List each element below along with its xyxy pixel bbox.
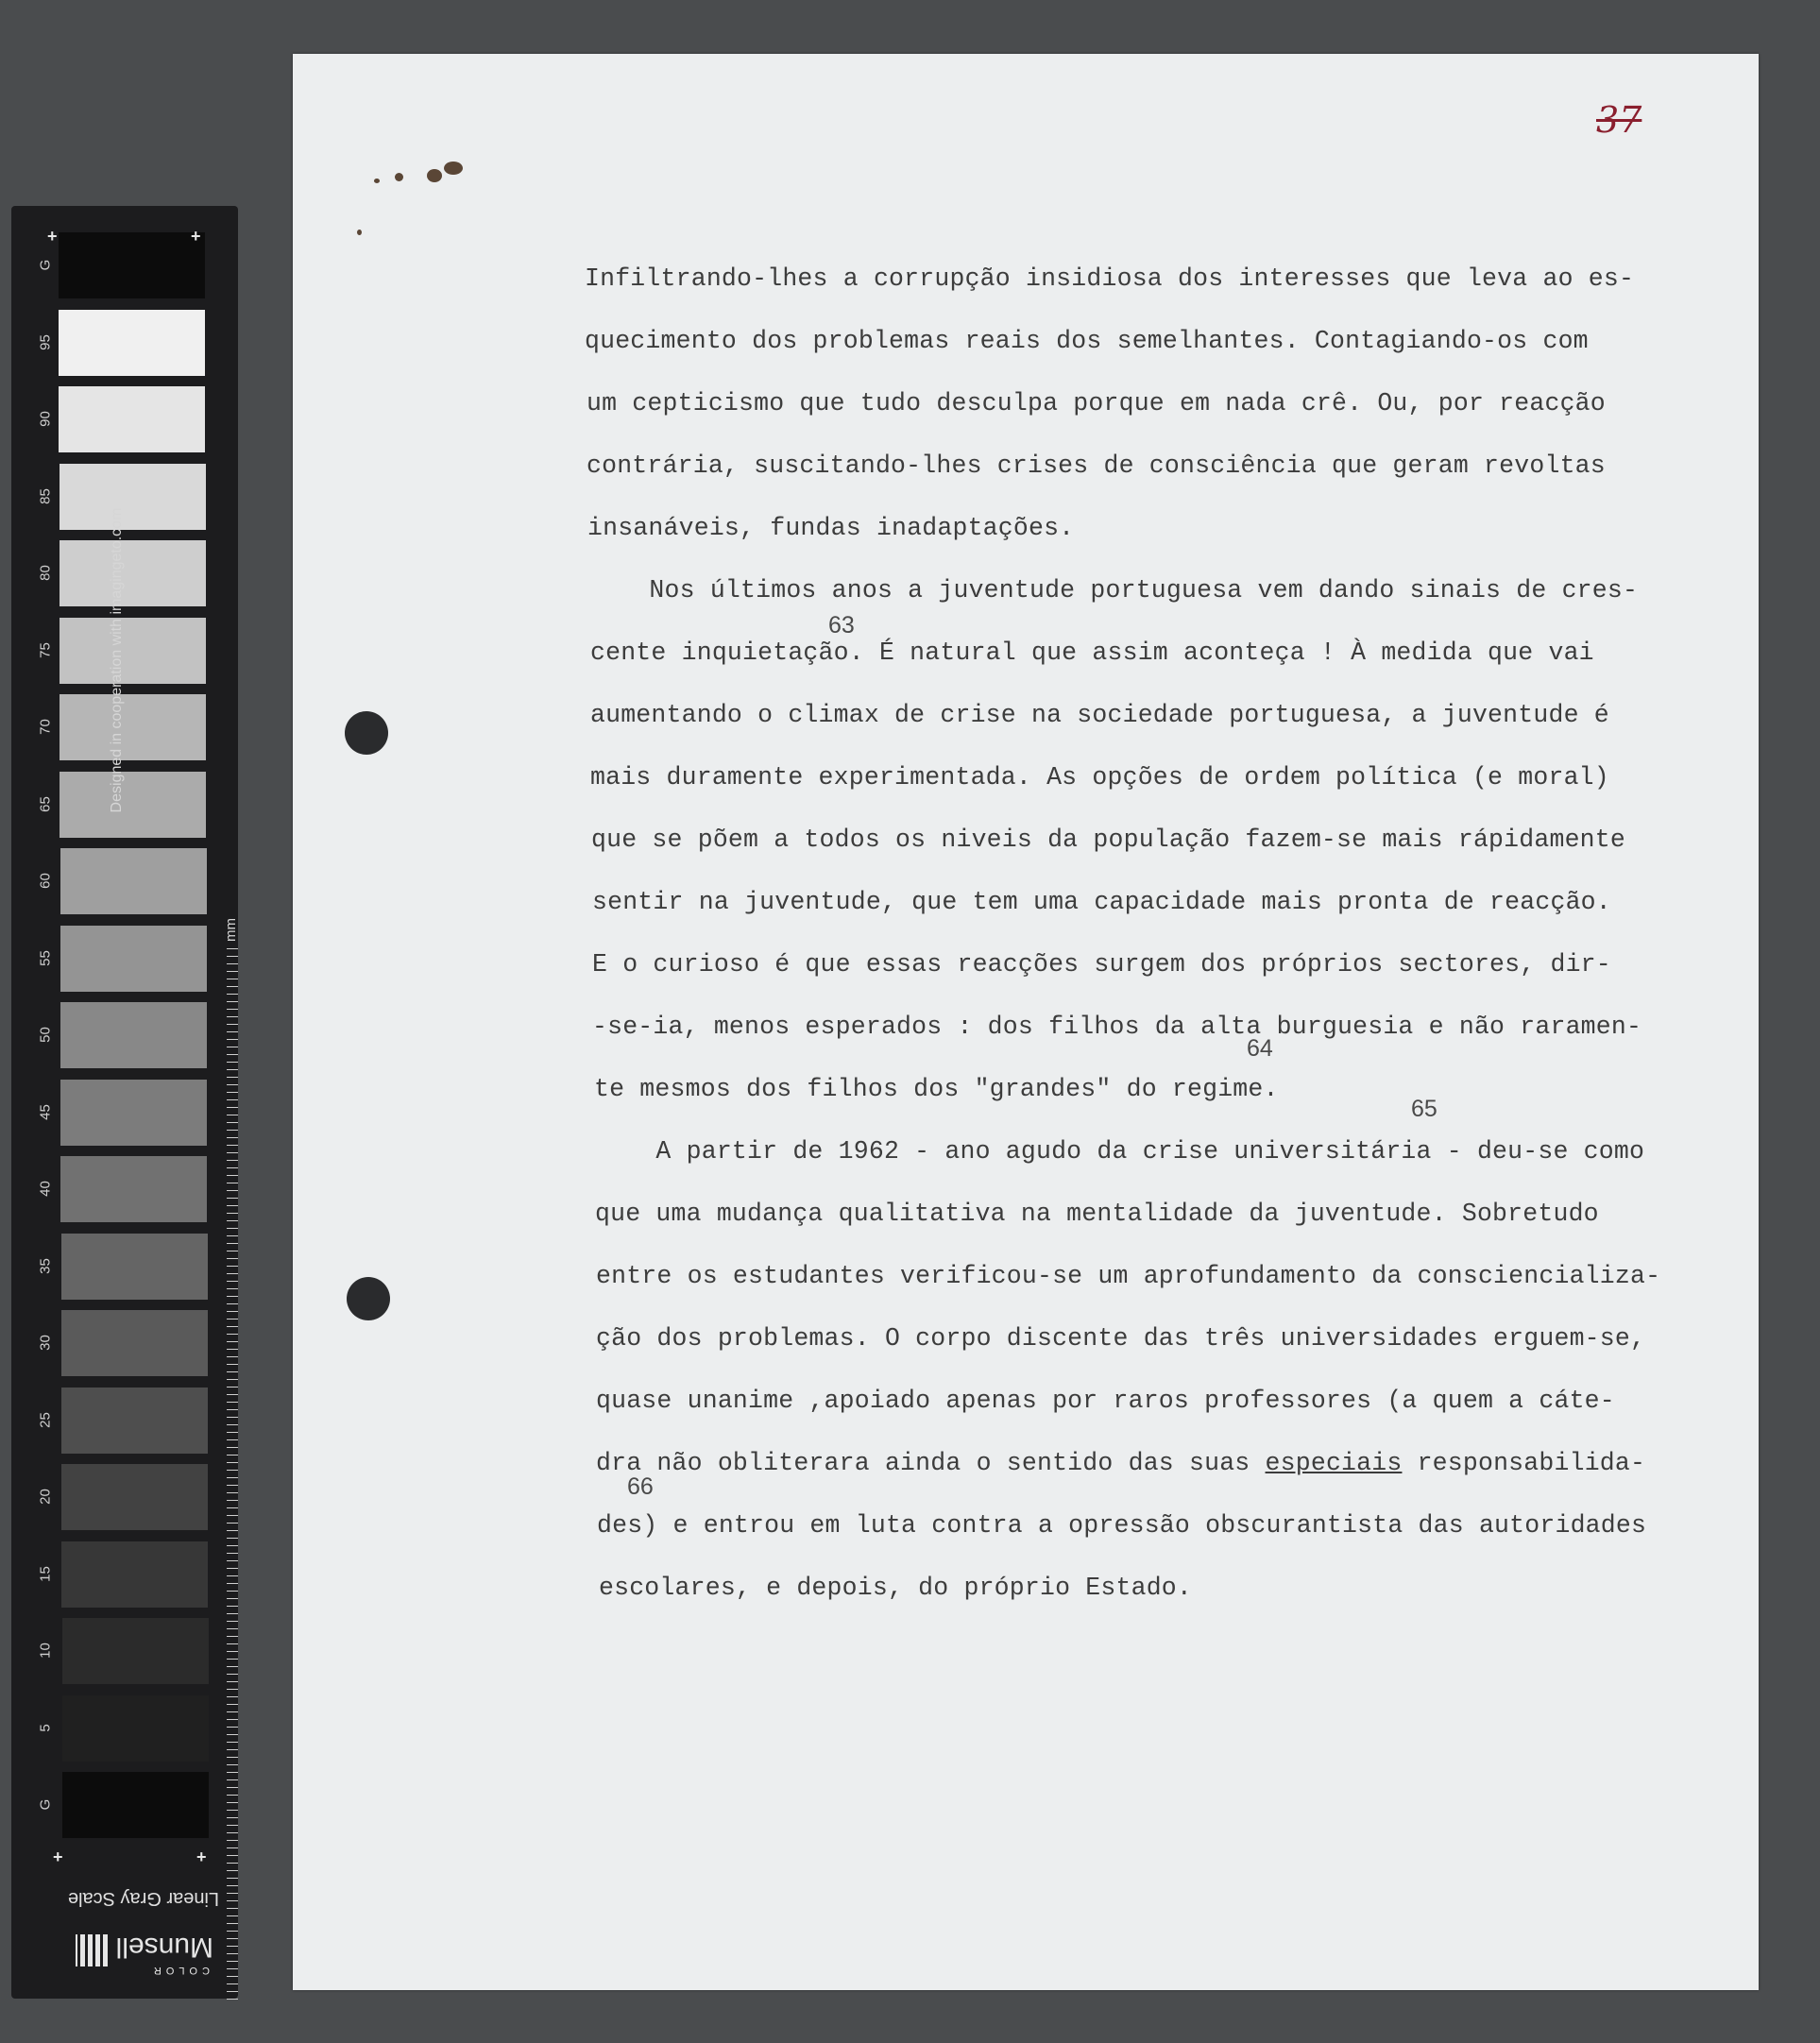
- gray-patch-label: 45: [37, 1103, 54, 1120]
- text-line: escolares, e depois, do próprio Estado.: [599, 1574, 1193, 1602]
- text-line: aumentando o climax de crise na sociedade portuguesa, a juventude é: [590, 701, 1609, 729]
- text-line: um cepticismo que tudo desculpa porque em nada crê. Ou, por reacção: [587, 389, 1606, 417]
- text-line: Nos últimos anos a juventude portuguesa vem dando sinais de cres-: [588, 576, 1639, 604]
- munsell-icon: [76, 1934, 108, 1966]
- registration-mark: +: [191, 227, 201, 246]
- gray-patch-label: 85: [37, 487, 54, 504]
- text-line: A partir de 1962 - ano agudo da crise universitária - deu-se como: [595, 1137, 1645, 1166]
- text-line: [596, 1449, 1645, 1477]
- text-line: que se põem a todos os niveis da população fazem-se mais rápidamente: [591, 826, 1625, 854]
- text-line: insanáveis, fundas inadaptações.: [587, 514, 1075, 542]
- gray-patch-label: 95: [37, 333, 54, 350]
- text-line: Infiltrando-lhes a corrupção insidiosa dos interesses que leva ao es-: [585, 264, 1635, 293]
- scale-title: Linear Gray Scale: [67, 1888, 220, 1909]
- registration-mark: +: [196, 1847, 207, 1866]
- gray-patch-label: 20: [37, 1489, 54, 1505]
- gray-patch: [61, 1234, 208, 1300]
- gray-patch: [60, 464, 206, 530]
- gray-patch-label: 10: [37, 1643, 54, 1659]
- gray-patch: [60, 618, 206, 684]
- text-line: E o curioso é que essas reacções surgem dos próprios sectores, dir-: [592, 950, 1611, 979]
- gray-patch: [60, 926, 207, 992]
- gray-patch-label: 50: [37, 1027, 54, 1043]
- text-segment: responsabilida-: [1402, 1449, 1646, 1477]
- gray-patch-label: 80: [37, 565, 54, 581]
- gray-patch: [62, 1772, 209, 1838]
- gray-patch-label: 60: [37, 873, 54, 889]
- text-line: des) e entrou em luta contra a opressão obscurantista das autoridades: [597, 1511, 1647, 1540]
- underlined-word: especiais: [1265, 1449, 1403, 1477]
- gray-patch: [60, 1156, 207, 1222]
- munsell-logo: [72, 1927, 213, 1983]
- text-line: quecimento dos problemas reais dos semelhantes. Contagiando-os com: [585, 327, 1589, 355]
- gray-patch-label: 35: [37, 1257, 54, 1274]
- text-line: entre os estudantes verificou-se um aprofundamento da consciencializa-: [596, 1262, 1661, 1290]
- page-number: 37: [1596, 99, 1642, 141]
- gray-patch: [60, 1080, 207, 1146]
- punch-hole: [345, 711, 388, 755]
- footnote-marker: 66: [627, 1473, 654, 1500]
- text-line: cente inquietação. É natural que assim aconteça ! À medida que vai: [590, 638, 1594, 667]
- mm-ruler: [221, 948, 238, 2006]
- gray-patch: [61, 1388, 208, 1454]
- gray-patch: [60, 848, 207, 914]
- gray-patch: [61, 1464, 208, 1530]
- text-line: contrária, suscitando-lhes crises de consciência que geram revoltas: [587, 451, 1606, 480]
- text-line: -se-ia, menos esperados : dos filhos da alta burguesia e não raramen-: [592, 1013, 1642, 1041]
- registration-mark: +: [47, 227, 58, 246]
- gray-patch-label: 70: [37, 719, 54, 735]
- gray-patch: [60, 540, 206, 606]
- gray-patch: [62, 1695, 209, 1762]
- gray-patch: [60, 694, 206, 760]
- stain: [427, 169, 442, 182]
- gray-patch: [61, 1541, 208, 1608]
- gray-patch-label: 75: [37, 641, 54, 658]
- gray-patch-label: G: [37, 259, 54, 271]
- stain: [395, 173, 403, 181]
- stain: [357, 230, 362, 235]
- mm-label: mm: [223, 918, 239, 942]
- stain: [374, 179, 380, 183]
- text-line: quase unanime ,apoiado apenas por raros professores (a quem a cáte-: [596, 1387, 1615, 1415]
- gray-patch-label: 55: [37, 949, 54, 966]
- footnote-marker: 65: [1411, 1096, 1437, 1122]
- text-line: te mesmos dos filhos dos "grandes" do regime.: [594, 1075, 1279, 1103]
- gray-patch-label: G: [37, 1798, 54, 1811]
- gray-patch-label: 90: [37, 411, 54, 427]
- registration-mark: +: [53, 1847, 63, 1866]
- brand-name: Munsell: [115, 1932, 213, 1963]
- text-segment: dra não obliterara ainda o sentido das suas: [596, 1449, 1250, 1477]
- punch-hole: [347, 1277, 390, 1320]
- gray-patch: [60, 772, 206, 838]
- gray-patch: [61, 1310, 208, 1376]
- gray-scale-card: [11, 206, 238, 1999]
- designed-credit: Designed in cooperation with imagingeto.com: [109, 507, 125, 813]
- gray-patch-label: 40: [37, 1181, 54, 1197]
- text-line: mais duramente experimentada. As opções de ordem política (e moral): [590, 763, 1609, 792]
- gray-patch-label: 30: [37, 1335, 54, 1351]
- gray-patch-label: 15: [37, 1565, 54, 1582]
- footnote-marker: 63: [828, 612, 855, 638]
- stain: [444, 162, 463, 175]
- text-line: ção dos problemas. O corpo discente das três universidades erguem-se,: [596, 1324, 1646, 1353]
- gray-patch: [59, 310, 205, 376]
- brand-sub: COLOR: [148, 1965, 210, 1976]
- text-line: sentir na juventude, que tem uma capacidade mais pronta de reacção.: [592, 888, 1611, 916]
- gray-patch: [60, 1002, 207, 1068]
- gray-patch-label: 5: [37, 1723, 54, 1732]
- gray-patch: [59, 232, 205, 298]
- footnote-marker: 64: [1247, 1035, 1273, 1062]
- gray-patch: [59, 386, 205, 452]
- gray-patch-label: 25: [37, 1411, 54, 1428]
- gray-patch-label: 65: [37, 795, 54, 812]
- text-line: que uma mudança qualitativa na mentalidade da juventude. Sobretudo: [595, 1200, 1599, 1228]
- gray-patch: [62, 1618, 209, 1684]
